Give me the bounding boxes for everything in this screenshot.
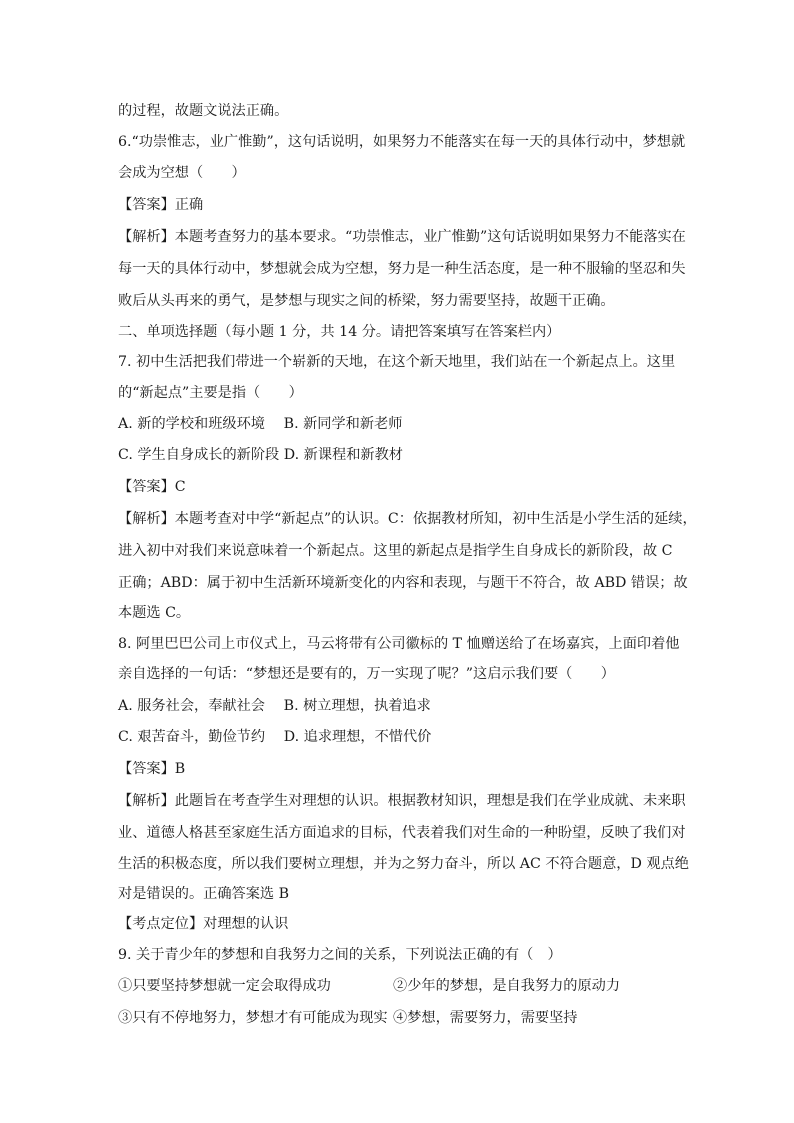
options-row: A. 新的学校和班级环境 B. 新同学和新老师 — [118, 416, 403, 432]
text-line: 会成为空想（ ） — [118, 165, 246, 181]
question-6: 6.“功崇惟志，业广惟勤”，这句话说明，如果努力不能落实在每一天的具体行动中，梦想就 — [118, 134, 686, 150]
options-row: C. 学生自身成长的新阶段 D. 新课程和新教材 — [118, 447, 403, 463]
text-line: 正确；ABD：属于初中生活新环境新变化的内容和表现，与题干不符合，故 ABD 错误；故 — [118, 575, 688, 591]
knowledge-point: 【考点定位】对理想的认识 — [118, 916, 289, 932]
text-line: 生活的积极态度，所以我们要树立理想，并为之努力奋斗，所以 AC 不符合题意，D 观点绝 — [118, 856, 689, 872]
options-row: A. 服务社会，奉献社会 B. 树立理想，执着追求 — [118, 698, 431, 714]
text-line: 的“新起点”主要是指（ ） — [118, 385, 303, 401]
answer-7: 【答案】C — [118, 479, 186, 495]
options-row — [118, 1008, 577, 1028]
options-row — [118, 976, 620, 996]
section-heading: 二、单项选择题（每小题 1 分，共 14 分。请把答案填写在答案栏内） — [118, 324, 561, 340]
question-9: 9. 关于青少年的梦想和自我努力之间的关系，下列说法正确的有（ ） — [118, 947, 562, 963]
text-line: 对是错误的。正确答案选 B — [118, 886, 289, 902]
answer-8: 【答案】B — [118, 761, 186, 777]
options-row: C. 艰苦奋斗，勤俭节约 D. 追求理想，不惜代价 — [118, 729, 432, 745]
text-line: 业、道德人格甚至家庭生活方面追求的目标，代表着我们对生命的一种盼望，反映了我们对 — [118, 825, 686, 841]
question-8: 8. 阿里巴巴公司上市仪式上，马云将带有公司徽标的 T 恤赠送给了在场嘉宾，上面印着他 — [118, 636, 680, 652]
text-line: 的过程，故题文说法正确。 — [118, 103, 289, 119]
text-line: 本题选 C。 — [118, 605, 191, 621]
option-4: ④梦想，需要努力，需要坚持 — [393, 1010, 578, 1026]
analysis-6: 【解析】本题考查努力的基本要求。“功崇惟志，业广惟勤”这句话说明如果努力不能落实在 — [118, 229, 686, 245]
option-1: ①只要坚持梦想就一定会取得成功 — [118, 978, 331, 994]
text-line: 败后从头再来的勇气，是梦想与现实之间的桥梁，努力需要坚持，故题干正确。 — [118, 293, 615, 309]
question-7: 7. 初中生活把我们带进一个崭新的天地，在这个新天地里，我们站在一个新起点上。这里 — [118, 354, 676, 370]
text-line: 进入初中对我们来说意味着一个新起点。这里的新起点是指学生自身成长的新阶段，故 C — [118, 543, 673, 559]
analysis-7: 【解析】本题考查对中学“新起点”的认识。C：依据教材所知，初中生活是小学生活的延续， — [118, 511, 697, 527]
analysis-8: 【解析】此题旨在考查学生对理想的认识。根据教材知识，理想是我们在学业成就、未来职 — [118, 793, 686, 809]
answer-6: 【答案】正确 — [118, 197, 204, 213]
option-2: ②少年的梦想，是自我努力的原动力 — [393, 978, 621, 994]
option-3: ③只有不停地努力，梦想才有可能成为现实 — [118, 1010, 388, 1026]
text-line: 每一天的具体行动中，梦想就会成为空想，努力是一种生活态度，是一种不服输的坚忍和失 — [118, 261, 686, 277]
text-line: 亲自选择的一句话：“梦想还是要有的，万一实现了呢？”这启示我们要（ ） — [118, 666, 615, 682]
